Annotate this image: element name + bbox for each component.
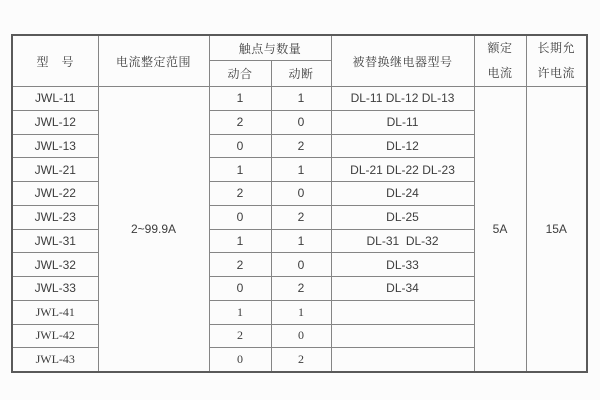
long-term-current-cell: 15A [526,87,587,372]
replaced-models-cell [331,300,474,324]
model-cell: JWL-33 [12,277,98,301]
normally-closed-count-cell: 0 [271,110,331,134]
model-cell: JWL-11 [12,87,98,111]
current-setting-range-cell: 2~99.9A [98,87,209,372]
replaced-models-cell: DL-31 DL-32 [331,229,474,253]
normally-closed-count-cell: 2 [271,205,331,229]
normally-open-count-cell: 0 [209,277,271,301]
replaced-models-cell: DL-34 [331,277,474,301]
normally-closed-count-cell: 2 [271,348,331,372]
rated-current-cell: 5A [474,87,526,372]
model-cell: JWL-12 [12,110,98,134]
normally-open-count-cell: 1 [209,300,271,324]
replaced-models-cell [331,324,474,348]
normally-open-count-cell: 0 [209,134,271,158]
table-body [12,87,587,372]
normally-closed-count-cell: 1 [271,229,331,253]
normally-closed-count-cell: 1 [271,87,331,111]
normally-open-count-cell: 1 [209,158,271,182]
replaced-models-cell: DL-33 [331,253,474,277]
model-cell: JWL-23 [12,205,98,229]
table-row [12,87,587,111]
normally-closed-count-cell: 2 [271,134,331,158]
model-cell: JWL-22 [12,182,98,206]
header-rated-current [474,35,526,87]
model-cell: JWL-31 [12,229,98,253]
normally-closed-count-cell: 0 [271,324,331,348]
header-normally-closed: 动断 [271,61,331,87]
replaced-models-cell: DL-12 [331,134,474,158]
replaced-models-cell: DL-11 [331,110,474,134]
normally-closed-count-cell: 1 [271,300,331,324]
normally-closed-count-cell: 1 [271,158,331,182]
normally-open-count-cell: 0 [209,348,271,372]
header-long-term-current-line1: 长期允 [537,41,576,55]
replaced-models-cell: DL-11 DL-12 DL-13 [331,87,474,111]
replaced-models-cell: DL-25 [331,205,474,229]
normally-closed-count-cell: 2 [271,277,331,301]
header-current-setting-range: 电流整定范围 [98,35,209,87]
model-cell: JWL-41 [12,300,98,324]
model-cell: JWL-43 [12,348,98,372]
header-long-term-current-line2: 许电流 [537,66,576,80]
header-rated-current-line2: 电流 [487,66,513,80]
replaced-models-cell: DL-21 DL-22 DL-23 [331,158,474,182]
header-contacts-quantity: 触点与数量 [209,35,331,61]
header-replaced-relay-models: 被替换继电器型号 [331,35,474,87]
model-cell: JWL-42 [12,324,98,348]
header-long-term-current [526,35,587,87]
replaced-models-cell [331,348,474,372]
relay-spec-table [11,34,588,373]
normally-closed-count-cell: 0 [271,182,331,206]
normally-open-count-cell: 2 [209,182,271,206]
normally-open-count-cell: 1 [209,87,271,111]
model-cell: JWL-21 [12,158,98,182]
normally-closed-count-cell: 0 [271,253,331,277]
normally-open-count-cell: 0 [209,205,271,229]
normally-open-count-cell: 1 [209,229,271,253]
header-rated-current-line1: 额定 [487,41,513,55]
normally-open-count-cell: 2 [209,110,271,134]
normally-open-count-cell: 2 [209,253,271,277]
model-cell: JWL-13 [12,134,98,158]
replaced-models-cell: DL-24 [331,182,474,206]
header-row-top [12,35,587,61]
normally-open-count-cell: 2 [209,324,271,348]
header-model: 型 号 [12,35,98,87]
model-cell: JWL-32 [12,253,98,277]
header-normally-open: 动合 [209,61,271,87]
